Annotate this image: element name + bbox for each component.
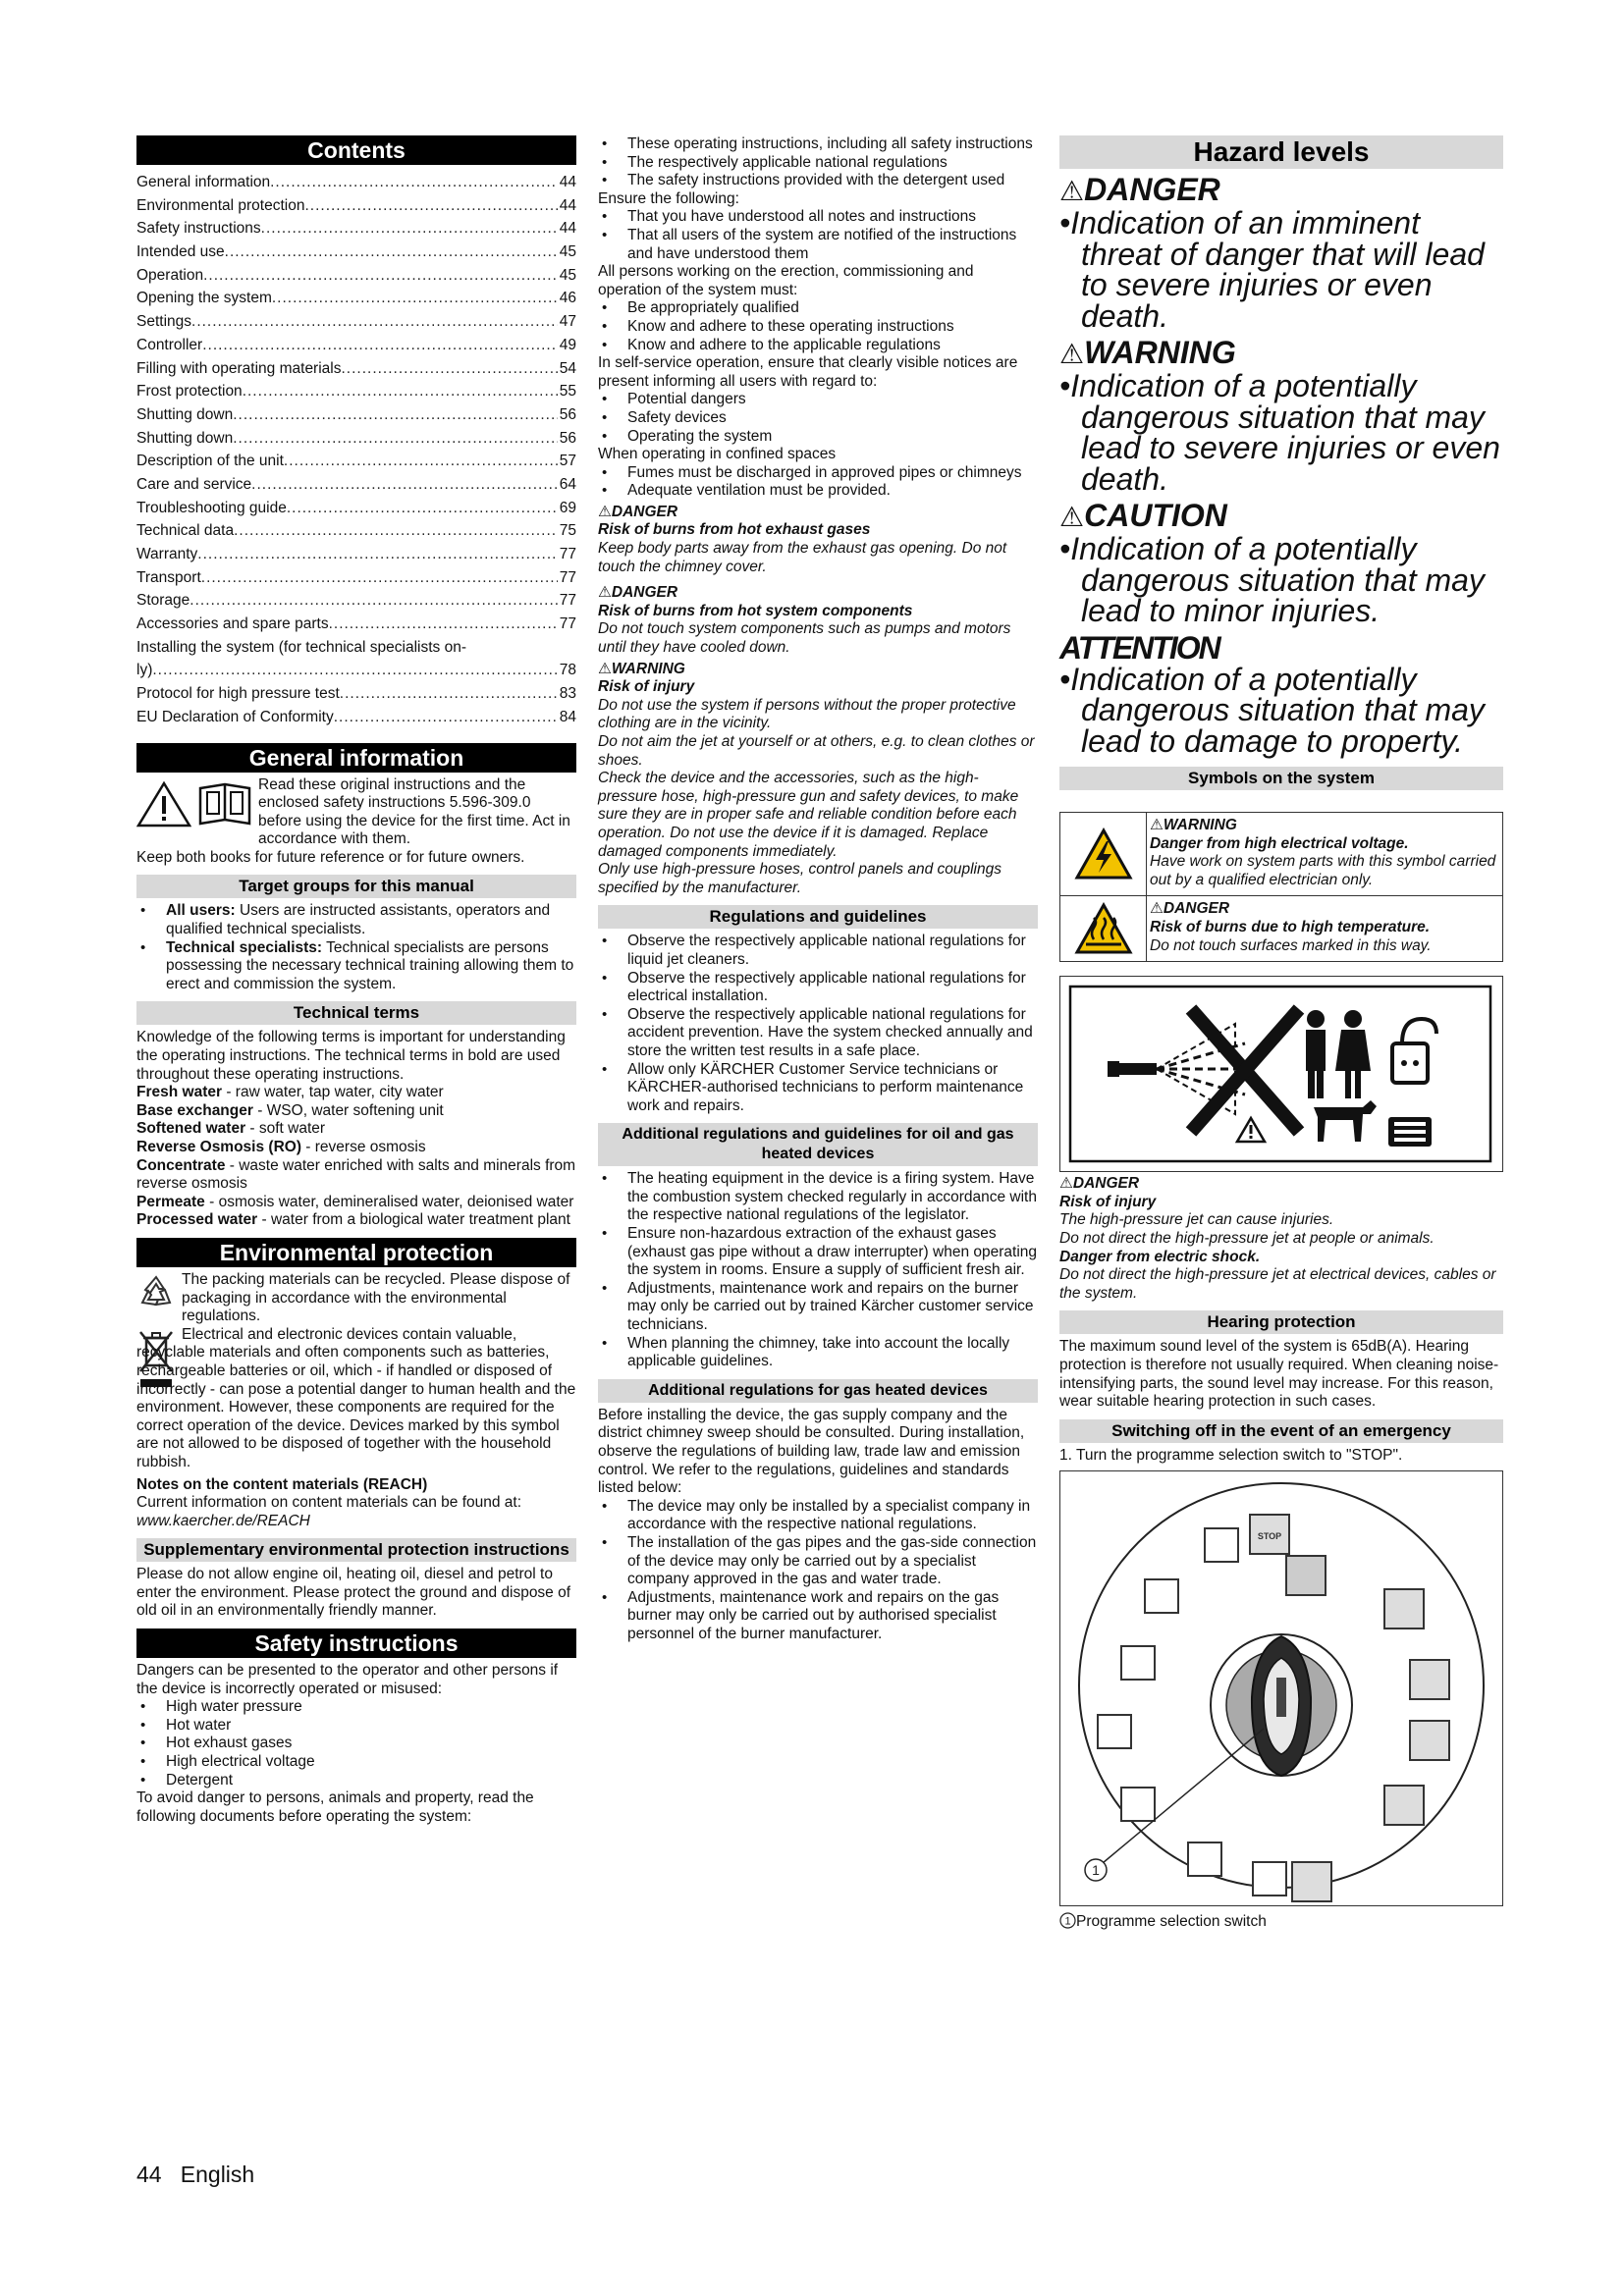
- ensure-list: [598, 208, 1038, 263]
- toc-entry-title: Protocol for high pressure test: [136, 685, 340, 703]
- toc-entry[interactable]: [136, 403, 576, 427]
- term-item: Base exchanger - WSO, water softening unit: [136, 1101, 444, 1119]
- emergency-step: 1. Turn the programme selection switch to "STOP".: [1059, 1446, 1403, 1464]
- hazard-warning-label: ⚠WARNING: [1059, 335, 1236, 370]
- contents-heading: Contents: [136, 135, 576, 165]
- toc-entry-page: 44: [559, 220, 576, 238]
- toc-dot-leader: [340, 682, 558, 706]
- list-item: • That all users of the system are notified of the instructions and have understood them: [598, 227, 1038, 263]
- target-groups-heading: Target groups for this manual: [136, 875, 576, 898]
- toc-dot-leader: [261, 217, 558, 240]
- list-item: • Adjustments, maintenance work and repairs on the burner may only be carried out by trained Kärcher customer service technicians.: [598, 1280, 1038, 1335]
- toc-entry-page: 77: [559, 592, 576, 610]
- general-keep-text: Keep both books for future reference or for future owners.: [136, 848, 525, 866]
- toc-entry-page: 56: [559, 405, 576, 423]
- toc-dot-leader: [197, 543, 557, 566]
- toc-entry-title: Filling with operating materials: [136, 359, 342, 377]
- list-item: • Operating the system: [598, 428, 1038, 447]
- persons-intro: All persons working on the erection, commissioning and operation of the system must:: [598, 263, 974, 298]
- safety-instructions-heading: Safety instructions: [136, 1629, 576, 1658]
- danger-injury-note: ⚠DANGER Risk of injury The high-pressure jet can cause injuries. Do not direct the high-pressure jet at people or animals. Danger from electric shock. Do not direct the high-pressure jet at electrical devices, cables or the system.: [1059, 1175, 1496, 1302]
- toc-entry[interactable]: [136, 334, 576, 357]
- toc-dot-leader: [270, 171, 558, 194]
- column-right: [1059, 135, 1503, 1932]
- list-item: • Observe the respectively applicable national regulations for accident prevention. Have the system checked annually and store the written test results in a safe place.: [598, 1006, 1038, 1061]
- confined-list: [598, 464, 1038, 501]
- page-footer: [136, 2160, 254, 2189]
- no-jet-at-people-icon: [1068, 985, 1492, 1163]
- safety-outro: To avoid danger to persons, animals and property, read the following documents before operating the system:: [136, 1789, 534, 1825]
- hot-surface-icon: [1060, 896, 1147, 961]
- toc-entry[interactable]: [136, 450, 576, 473]
- toc-entry-title: Transport: [136, 568, 201, 586]
- toc-dot-leader: [203, 264, 558, 288]
- toc-dot-leader: [243, 380, 558, 403]
- term-item: Processed water - water from a biological water treatment plant: [136, 1211, 570, 1229]
- list-item: • Technical specialists: Technical specialists are persons possessing the necessary technical training allowing them to erect and commission the system.: [136, 939, 576, 994]
- reach-heading: Notes on the content materials (REACH): [136, 1475, 428, 1493]
- toc-entry[interactable]: [136, 240, 576, 264]
- toc-dot-leader: [272, 287, 558, 310]
- toc-entry[interactable]: [136, 659, 576, 682]
- toc-entry[interactable]: [136, 473, 576, 497]
- toc-dot-leader: [233, 427, 558, 451]
- toc-entry-title: Settings: [136, 313, 192, 331]
- toc-entry-title: Operation: [136, 266, 204, 284]
- toc-entry-title: EU Declaration of Conformity: [136, 708, 334, 725]
- technical-terms-intro: Knowledge of the following terms is important for understanding the operating instructions. The technical terms in bold are used throughout these operating instructions.: [136, 1029, 566, 1083]
- toc-dot-leader: [202, 334, 558, 357]
- hazard-caution-text: •Indication of a potentially dangerous situation that may lead to minor injuries.: [1059, 531, 1485, 628]
- warning-triangle-icon: ⚠: [1150, 900, 1164, 918]
- toc-dot-leader: [251, 473, 558, 497]
- warning-triangle-icon: ⚠: [1059, 1175, 1073, 1193]
- toc-entry-page: 57: [559, 453, 576, 470]
- regulations-list: [598, 933, 1038, 1115]
- warning-triangle-icon: ⚠: [598, 503, 612, 520]
- toc-entry[interactable]: [136, 613, 576, 636]
- list-item: • Be appropriately qualified: [598, 299, 1038, 318]
- toc-dot-leader: [201, 566, 558, 590]
- toc-entry-page: 77: [559, 546, 576, 562]
- hazard-caution-label: ⚠CAUTION: [1059, 498, 1227, 533]
- hazard-attention-label: ATTENTION: [1059, 629, 1219, 666]
- list-item: • Adjustments, maintenance work and repairs on the gas burner may only be carried out by authorised specialist personnel of the burner manufacturer.: [598, 1589, 1038, 1644]
- toc-entry-title: Care and service: [136, 475, 252, 493]
- warning-triangle-icon: ⚠: [1059, 176, 1085, 206]
- toc-entry[interactable]: [136, 519, 576, 543]
- page-language: English: [180, 2162, 255, 2187]
- toc-entry[interactable]: [136, 380, 576, 403]
- warning-triangle-icon: ⚠: [598, 660, 612, 677]
- symbols-table: [1059, 812, 1503, 962]
- terms-list: [136, 1084, 576, 1230]
- general-info-text: Read these original instructions and the enclosed safety instructions 5.596-309.0 before using the device for the first time. Act in accordance with them.: [258, 775, 570, 848]
- supplementary-heading: Supplementary environmental protection instructions: [136, 1538, 576, 1562]
- warning-triangle-icon: ⚠: [1059, 502, 1085, 532]
- toc-entry[interactable]: [136, 497, 576, 520]
- toc-entry[interactable]: [136, 589, 576, 613]
- toc-entry-title: Installing the system (for technical specialists on-: [136, 638, 466, 656]
- toc-entry-title: General information: [136, 174, 271, 190]
- warning-triangle-icon: ⚠: [598, 584, 612, 602]
- toc-entry-page: 49: [559, 336, 576, 353]
- toc-dot-leader: [191, 310, 558, 334]
- list-item: • Allow only KÄRCHER Customer Service technicians or KÄRCHER-authorised technicians to perform maintenance work and repairs.: [598, 1061, 1038, 1116]
- toc-entry[interactable]: [136, 264, 576, 288]
- list-item: • Know and adhere to the applicable regulations: [598, 337, 1038, 355]
- toc-entry-title: Troubleshooting guide: [136, 499, 287, 516]
- self-service-intro: In self-service operation, ensure that clearly visible notices are present informing all users with regard to:: [598, 354, 1018, 390]
- list-item: • When planning the chimney, take into account the locally applicable guidelines.: [598, 1335, 1038, 1371]
- toc-dot-leader: [284, 450, 558, 473]
- toc-entry-page: 47: [559, 313, 576, 331]
- toc-entry[interactable]: [136, 706, 576, 729]
- list-item: • These operating instructions, including all safety instructions: [598, 135, 1038, 154]
- weee-note: Electrical and electronic devices contain valuable, recyclable materials and often components such as batteries, rechargeable batteries or oil, which - if handled or disposed of incorrectly - can pose a potential danger to human health and the environment. However, these components are required for the correct operation of the device. Devices marked by this symbol are not allowed to be disposed of together with the household rubbish.: [136, 1325, 576, 1470]
- toc-entry-page: 44: [559, 196, 576, 214]
- list-item: • Know and adhere to these operating instructions: [598, 318, 1038, 337]
- callout-number: 1: [1092, 1862, 1100, 1879]
- hazard-levels-heading: Hazard levels: [1059, 135, 1503, 169]
- toc-entry-page: 75: [559, 522, 576, 540]
- toc-entry-page: 56: [559, 429, 576, 447]
- toc-entry-page: 77: [559, 568, 576, 586]
- warning-triangle-icon: ⚠: [1059, 339, 1085, 369]
- high-voltage-icon: [1060, 813, 1147, 895]
- general-info-heading: General information: [136, 743, 576, 773]
- toc-entry-title: Frost protection: [136, 383, 243, 400]
- table-of-contents: [136, 169, 576, 729]
- oil-gas-list: [598, 1170, 1038, 1371]
- toc-entry-page: 44: [559, 174, 576, 190]
- toc-dot-leader: [234, 519, 558, 543]
- toc-entry[interactable]: [136, 543, 576, 566]
- list-item: • Safety devices: [598, 409, 1038, 428]
- warning-triangle-icon: [136, 780, 191, 828]
- gas-list: [598, 1498, 1038, 1644]
- list-item: • Detergent: [136, 1772, 576, 1790]
- page-number: 44: [136, 2162, 162, 2187]
- recycle-icon: [136, 1271, 182, 1326]
- gas-intro: Before installing the device, the gas supply company and the district chimney sweep should be consulted. During installation, observe the regulations of building law, trade law and emission control. We refer to the regulations, guidelines and standards listed below:: [598, 1406, 1025, 1497]
- programme-switch-diagram: [1060, 1471, 1501, 1904]
- safety-intro: Dangers can be presented to the operator and other persons if the device is incorrectly operated or misused:: [136, 1662, 559, 1697]
- list-item: • Hot exhaust gases: [136, 1735, 576, 1753]
- hearing-protection-text: The maximum sound level of the system is 65dB(A). Hearing protection is therefore not usually required. When cleaning noise-intensifying parts, the sound level may increase. For this reason, wear suitable hearing protection in such cases.: [1059, 1338, 1499, 1411]
- term-item: Permeate - osmosis water, demineralised water, deionised water: [136, 1193, 574, 1210]
- gas-heading: Additional regulations for gas heated devices: [598, 1379, 1038, 1403]
- supplementary-text: Please do not allow engine oil, heating oil, diesel and petrol to enter the environment. Please protect the ground and dispose of old oil in an environmentally friendly manner.: [136, 1566, 571, 1620]
- toc-entry-page: 64: [559, 475, 576, 493]
- toc-dot-leader: [152, 659, 557, 682]
- toc-entry[interactable]: [136, 194, 576, 218]
- column-middle: [598, 135, 1038, 1644]
- term-item: Concentrate - waste water enriched with salts and minerals from reverse osmosis: [136, 1156, 576, 1193]
- toc-entry-title: Opening the system: [136, 290, 272, 307]
- dial-stop-label: STOP: [1257, 1531, 1282, 1542]
- toc-dot-leader: [341, 357, 557, 381]
- hazard-danger-label: ⚠DANGER: [1059, 172, 1220, 207]
- emergency-heading: Switching off in the event of an emergency: [1059, 1419, 1503, 1443]
- toc-entry-title: ly): [136, 662, 153, 679]
- toc-entry-title: Storage: [136, 592, 190, 610]
- self-service-list: [598, 391, 1038, 446]
- warning-book-icons: [136, 776, 252, 849]
- toc-entry[interactable]: [136, 636, 576, 660]
- jet-warning-graphic: [1059, 976, 1503, 1172]
- ensure-intro: Ensure the following:: [598, 189, 739, 207]
- toc-entry-title: Shutting down: [136, 405, 234, 423]
- toc-dot-leader: [287, 497, 558, 520]
- toc-entry-page: 46: [559, 290, 576, 307]
- regulations-heading: Regulations and guidelines: [598, 905, 1038, 929]
- term-item: Fresh water - raw water, tap water, city water: [136, 1084, 444, 1101]
- general-info-intro: [136, 776, 576, 849]
- list-item: • High water pressure: [136, 1698, 576, 1717]
- callout-1-icon: [1059, 1912, 1076, 1929]
- hearing-protection-heading: Hearing protection: [1059, 1310, 1503, 1334]
- symbol-row-hot-surface: ⚠DANGER Risk of burns due to high temperature. Do not touch surfaces marked in this way.: [1060, 896, 1502, 961]
- list-item: • Potential dangers: [598, 391, 1038, 409]
- toc-entry-title: Technical data: [136, 522, 235, 540]
- warning-triangle-icon: ⚠: [1150, 817, 1164, 833]
- toc-dot-leader: [189, 589, 557, 613]
- symbol-row-voltage: ⚠WARNING Danger from high electrical voltage. Have work on system parts with this symbol carried out by a qualified electrician only.: [1060, 813, 1502, 896]
- list-item: • The installation of the gas pipes and the gas-side connection of the device may only be carried out by a specialist company approved in the gas and water trade.: [598, 1534, 1038, 1589]
- list-item: • Observe the respectively applicable national regulations for electrical installation.: [598, 970, 1038, 1006]
- toc-entry[interactable]: [136, 217, 576, 240]
- toc-entry-page: 84: [559, 708, 576, 725]
- list-item: • All users: Users are instructed assistants, operators and qualified technical specialists.: [136, 902, 576, 938]
- reach-text: Current information on content materials can be found at: www.kaercher.de/REACH: [136, 1494, 522, 1529]
- toc-entry-page: 83: [559, 685, 576, 703]
- list-item: • Ensure non-hazardous extraction of the exhaust gases (exhaust gas pipe without a draw interrupter) when operating the system in rooms. Ensure a supply of sufficient fresh air.: [598, 1225, 1038, 1280]
- list-item: • Fumes must be discharged in approved pipes or chimneys: [598, 464, 1038, 483]
- toc-entry-title: Environmental protection: [136, 196, 305, 214]
- toc-entry[interactable]: [136, 310, 576, 334]
- dangers-list: [136, 1698, 576, 1789]
- confined-intro: When operating in confined spaces: [598, 446, 837, 463]
- toc-dot-leader: [334, 706, 558, 729]
- toc-dot-leader: [225, 240, 558, 264]
- toc-dot-leader: [233, 403, 558, 427]
- term-item: Softened water - soft water: [136, 1120, 326, 1138]
- oil-gas-heading: Additional regulations and guidelines for oil and gas heated devices: [598, 1123, 1038, 1166]
- toc-entry-title: Intended use: [136, 243, 225, 261]
- svg-text:1: 1: [1064, 1915, 1071, 1928]
- technical-terms-heading: Technical terms: [136, 1001, 576, 1025]
- column-left: [136, 135, 576, 1826]
- toc-entry-page: 45: [559, 243, 576, 261]
- toc-entry-title: Controller: [136, 336, 203, 353]
- list-item: • The safety instructions provided with the detergent used: [598, 172, 1038, 190]
- reach-link[interactable]: www.kaercher.de/REACH: [136, 1512, 310, 1529]
- toc-dot-leader: [304, 194, 557, 218]
- toc-entry-title: Description of the unit: [136, 453, 284, 470]
- toc-entry-title: Accessories and spare parts: [136, 615, 329, 633]
- toc-entry[interactable]: [136, 682, 576, 706]
- toc-entry-title: Shutting down: [136, 429, 234, 447]
- list-item: • The respectively applicable national regulations: [598, 154, 1038, 173]
- toc-entry-page: 69: [559, 499, 576, 516]
- figure-caption: 1 Programme selection switch: [1059, 1912, 1503, 1932]
- warning-exhaust: ⚠DANGER Risk of burns from hot exhaust gases Keep body parts away from the exhaust gas opening. Do not touch the chimney cover.: [598, 503, 1007, 575]
- list-item: • Adequate ventilation must be provided.: [598, 482, 1038, 501]
- hazard-danger-text: •Indication of an imminent threat of danger that will lead to severe injuries or even death.: [1059, 205, 1485, 334]
- list-item: • That you have understood all notes and instructions: [598, 208, 1038, 227]
- environmental-protection-heading: Environmental protection: [136, 1238, 576, 1267]
- toc-entry-title: Warranty: [136, 546, 198, 562]
- term-item: Reverse Osmosis (RO) - reverse osmosis: [136, 1139, 426, 1155]
- list-item: • Hot water: [136, 1717, 576, 1735]
- toc-entry-page: 45: [559, 266, 576, 284]
- toc-entry-page: 54: [559, 359, 576, 377]
- warning-injury: ⚠WARNING Risk of injury Do not use the system if persons without the proper protective clothing are in the vicinity. Do not aim the jet at yourself or at others, e.g. to clean clothes or shoes. Check the device and the accessories, such as the high-pressure hose, high-pressure gun and safety devices, to make sure they are in proper safe and reliable condition before each operation. Do not use the device if it is damaged. Replace damaged components immediately. Only use high-pressure hoses, control panels and couplings specified by the manufacturer.: [598, 660, 1035, 896]
- list-item: • High electrical voltage: [136, 1753, 576, 1772]
- symbols-heading: Symbols on the system: [1059, 767, 1503, 790]
- list-item: • The heating equipment in the device is a firing system. Have the combustion system checked regularly in accordance with the respective national regulations of the legislator.: [598, 1170, 1038, 1225]
- toc-entry-page: 78: [559, 662, 576, 679]
- manual-book-icon: [197, 780, 252, 828]
- programme-switch-figure: [1059, 1470, 1503, 1906]
- toc-entry[interactable]: [136, 287, 576, 310]
- target-groups-list: [136, 902, 576, 993]
- recycle-note: The packing materials can be recycled. Please dispose of packaging in accordance with the environmental regulations.: [136, 1271, 576, 1326]
- toc-entry[interactable]: [136, 357, 576, 381]
- toc-entry[interactable]: [136, 171, 576, 194]
- list-item: • The device may only be installed by a specialist company in accordance with the respective national regulations.: [598, 1498, 1038, 1534]
- toc-entry-page: 77: [559, 615, 576, 633]
- toc-dot-leader: [329, 613, 558, 636]
- warning-hot-components: ⚠DANGER Risk of burns from hot system components Do not touch system components such as pumps and motors until they have cooled down.: [598, 584, 1011, 657]
- persons-list: [598, 299, 1038, 354]
- hazard-attention-text: •Indication of a potentially dangerous situation that may lead to damage to property.: [1059, 661, 1485, 759]
- toc-entry-title: Safety instructions: [136, 220, 261, 238]
- toc-entry-page: 55: [559, 383, 576, 400]
- toc-entry[interactable]: [136, 566, 576, 590]
- list-item: • Observe the respectively applicable national regulations for liquid jet cleaners.: [598, 933, 1038, 969]
- hazard-warning-text: •Indication of a potentially dangerous situation that may lead to severe injuries or even death.: [1059, 368, 1500, 497]
- toc-entry[interactable]: [136, 427, 576, 451]
- documents-list: [598, 135, 1038, 190]
